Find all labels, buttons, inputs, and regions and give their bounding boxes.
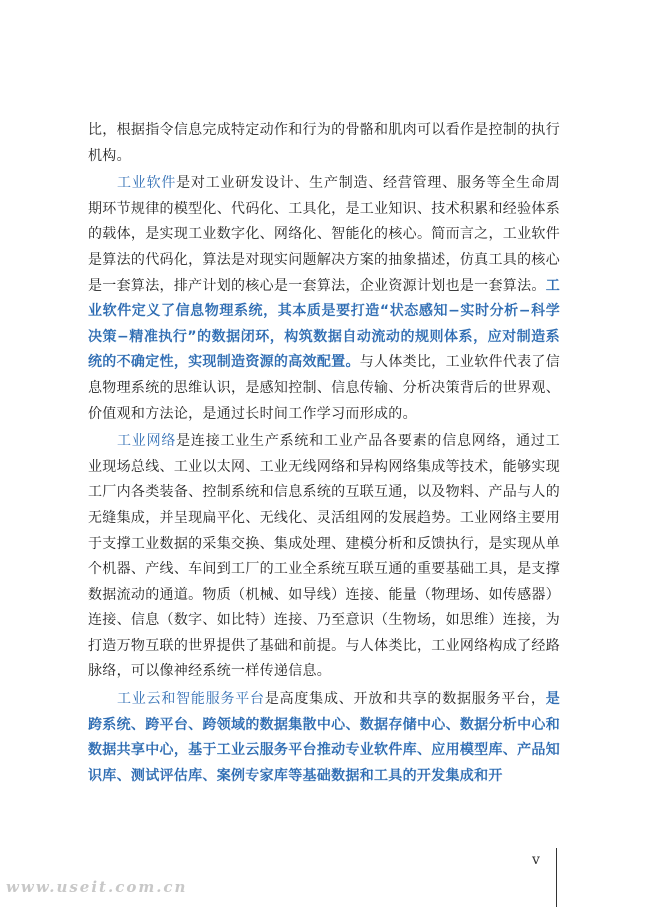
paragraph-text: 是连接工业生产系统和工业产品各要素的信息网络，通过工业现场总线、工业以太网、工业无线网络和异构网络集成等技术，能够实现工厂内各类装备、控制系统和信息系统的互联互通，以及物料、产品与人的无缝集成，并呈现扁平化、无线化、灵活组网的发展趋势。工业网络主要用于支撑工业数据的采集交换、集成处理、建模分析和反馈执行，是实现从单个机器、产线、车间到工厂的工业全系统互联互通的重要基础工具，是支撑数据流动的通道。物质（机械、如导线）连接、能量（物理场、如传感器）连接、信息（数字、如比特）连接、乃至意识（生物场，如思维）连接，为打造万物互联的世界提供了基础和前提。与人体类比，工业网络构成了经路脉络，可以像神经系统一样传递信息。 — [88, 433, 560, 680]
page-number-divider — [556, 848, 557, 907]
paragraph — [88, 171, 560, 427]
emphasis-text: 工业软件定义了信息物理系统，其本质是要打造“状态感知−实时分析−科学决策−精准执行”的数据闭环，构筑数据自动流动的规则体系，应对制造系统的不确定性，实现制造资源的高效配置。 — [88, 277, 560, 371]
watermark-text: www.useit.com.cn — [6, 878, 188, 896]
paragraph-text: 与人体类比，工业软件代表了信息物理系统的思维认识，是感知控制、信息传输、分析决策背后的世界观、价值观和方法论，是通过长时间工作学习而形成的。 — [88, 354, 561, 422]
page-number: v — [532, 852, 540, 868]
paragraph-text: 是高度集成、开放和共享的数据服务平台， — [264, 691, 546, 708]
emphasis-text: 是跨系统、跨平台、跨领域的数据集散中心、数据存储中心、数据分析中心和数据共享中心，基于工业云服务平台推动专业软件库、应用模型库、产品知识库、测试评估库、案例专家库等基础数据和工具的开发集成和开 — [88, 691, 561, 784]
paragraph-text: 比，根据指令信息完成特定动作和行为的骨骼和肌肉可以看作是控制的执行机构。 — [88, 122, 560, 164]
key-term: 工业云和智能服务平台 — [117, 691, 265, 708]
paragraph — [88, 687, 560, 789]
key-term: 工业软件 — [117, 175, 177, 192]
paragraph — [88, 118, 560, 169]
key-term: 工业网络 — [117, 433, 177, 450]
paragraph — [88, 429, 560, 685]
body-text — [88, 118, 560, 791]
paragraph-text: 是对工业研发设计、生产制造、经营管理、服务等全生命周期环节规律的模型化、代码化、工具化，是工业知识、技术积累和经验体系的载体，是实现工业数字化、网络化、智能化的核心。简而言之，工业软件是算法的代码化，算法是对现实问题解决方案的抽象描述，仿真工具的核心是一套算法，排产计划的核心是一套算法，企业资源计划也是一套算法。 — [88, 175, 560, 294]
